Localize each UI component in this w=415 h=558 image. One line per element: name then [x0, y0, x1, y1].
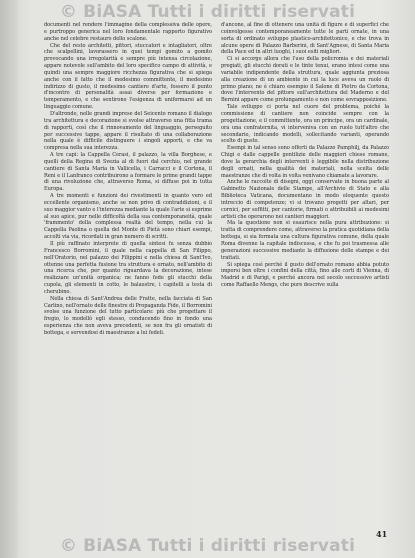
paragraph: d'ancone, al fine di ottenere una unità di figure e di superfici che coinvolgesse contemporaneamente tutte le parti ornate, in una sorta di ordinato sviluppo plastico-architettonico, e che trova in alcune opere di Palazzo Barberini, di Sant'Agnese, di Santa Maria della Pace ed in altri luoghi, i suoi esiti migliori.: [221, 22, 389, 56]
paragraph: Il più raffinato interprete di quella sintesi fu senza dubbio Francesco Borromini, il quale nella cappella di San Filippo, nell'Oratorio, nel palazzo dei Filippini e nella chiesa di Sant'Ivo, ottenne una perfetta fusione tra struttura e ornato, nell'ambito di una ricerca che, per quanto riguardava la decorazione, intese realizzare un'unità organica; ne fanno fede gli stucchi della cupola, gli elementi in cotto, le balaustre, i capitelli a testa di cherubino.: [44, 241, 212, 295]
paragraph: Ma la questione non si esaurisce nella pura attribuzione: si tratta di comprendere come, attraverso la pratica quotidiana della bottega, si sia formata una cultura figurativa comune, della quale Roma divenne la capitale indiscussa, e che fu poi trasmessa alle generazioni successive mediante la diffusione delle stampe e dei trattati.: [221, 220, 389, 261]
page-gutter: [0, 0, 18, 558]
paragraph: Anche le raccolte di disegni, oggi conservate in buona parte al Gabinetto Nazionale delle Stampe, all'Archivio di Stato e alla Biblioteca Vaticana, documentano in modo eloquente questo intreccio di competenze; vi si trovano progetti per altari, per cornici, per soffitti, per cantorie, firmati o attribuibili ai medesimi artisti che operarono nei cantieri maggiori.: [221, 179, 389, 220]
page-number: 41: [376, 529, 388, 539]
paragraph: Che del resto architetti, pittori, stuccatori e intagliatori, oltre che scalpellini, lavorassero in quei tempi gomito a gomito provocando una irregolarità e sempre più intensa circolazione, appare notevole sull'ambito del loro specifico campo di attività, e quindi una sempre maggiore ricchezza figurativa che si spiega anche con il fatto che il medesimo committente, il medesimo indirizzo di gusto, il medesimo cantiere d'arte, fossero il punto d'incontro di personalità assai diverse per formazione e temperamento, e che sentirono l'esigenza di uniformarsi ad un linguaggio comune.: [44, 42, 212, 111]
paragraph: Tale sviluppo ci porta nel cuore del problema, poiché la commissione di cantiere non coincide sempre con la progettazione, e il committente, ora un principe, ora un cardinale, ora una confraternita, vi interveniva con un ruolo tutt'altro che secondario, indicando modelli, sollecitando varianti, operando scelte di gusto.: [221, 104, 389, 145]
paragraph: A tre capi: la Cappella Cerasi, il palazzo, la villa Borghese, e quelli della Regina di Svezia al di fuori dal cerchio, nel grande cantiere di Santa Maria in Vallicella, i Carracci e il Cortona, il Reni e il Lanfranco contribuirono a formare le prime grandi tappe di una rivoluzione che, attraverso Roma, si diffuse poi in tutta Europa.: [44, 152, 212, 193]
paragraph: A tre momenti e funzioni dei rivestimenti in quanto vero ed eccellente organismo, anche se non privo di contraddizioni, e il suo maggior vanto e l'interezza mediante la quale l'arte si esprime al suo apice, pur nelle difficoltà della sua contemporaneità, quale 'frammento' della complessa realtà del tempo, nella cui la Cappella Paolina o quella del Monte di Pietà sono chiari esempi, accolti via via, ricordati in gran numero di scritti.: [44, 193, 212, 241]
text-column-left: [44, 22, 212, 522]
paragraph: Nella chiesa di Sant'Andrea delle Fratte, nella facciata di San Carlino, nell'ornato delle finestre di Propaganda Fide, il Borromini svolse una funzione del tutto particolare: più che progettare il fregio, lo modellò egli stesso, conducendo fino in fondo una esperienza che non aveva precedenti, se non fra gli ornatisti di bottega, e servendosi di maestranze a lui fedeli.: [44, 295, 212, 336]
text-column-right: [221, 22, 389, 522]
watermark-top: © BiASA Tutti i diritti riservati: [59, 2, 356, 22]
watermark-bottom: © BiASA Tutti i diritti riservati: [59, 536, 356, 556]
paragraph: D'altronde, nelle grandi imprese del Seicento romano il dialogo tra architettura e decorazione si svolse attraverso una fitta trama di rapporti, così che il rinnovamento del linguaggio, perseguito per successive tappe, appare il risultato di una collaborazione nella quale è difficile distinguere i singoli apporti, e che va compresa nella sua interezza.: [44, 110, 212, 152]
paragraph: Esempi in tal senso sono offerti da Palazzo Pamphilj, da Palazzo Chigi e dalle cappelle gentilizie delle maggiori chiese romane, dove la gerarchia degli interventi è leggibile nella distribuzione degli ornati, nella qualità dei materiali, nella scelta delle maestranze che di volta in volta venivano chiamate a lavorare.: [221, 145, 389, 179]
paragraph: Si spiega così perché il gusto dell'ornato romano abbia potuto imporsi ben oltre i confini della città, fino alle corti di Vienna, di Madrid e di Parigi, e perché ancora nel secolo successivo artisti come Raffaello Mengs, che pure descrive sulla: [221, 261, 389, 289]
paragraph: documenti nel rendere l'immagine della complessiva delle opere, e purtroppo generica nel loro fondamentale rapporto figurativo anche nel celebre restauro dello scalone.: [44, 22, 212, 42]
paragraph: Ci si accorge allora che l'uso della policromia e dei materiali pregiati, gli stucchi dorati e le tinte tenui, erano intesi come una variabile indipendente della struttura, quale aggiunta preziosa alla creazione di un ambiente in cui la luce aveva un ruolo di primo piano; ne è chiaro esempio il Salone di Pietro da Cortona, dove l'intervento del pittore sull'architettura del Maderno e del Bernini appare come prolungamento e non come sovrapposizione.: [221, 56, 389, 104]
